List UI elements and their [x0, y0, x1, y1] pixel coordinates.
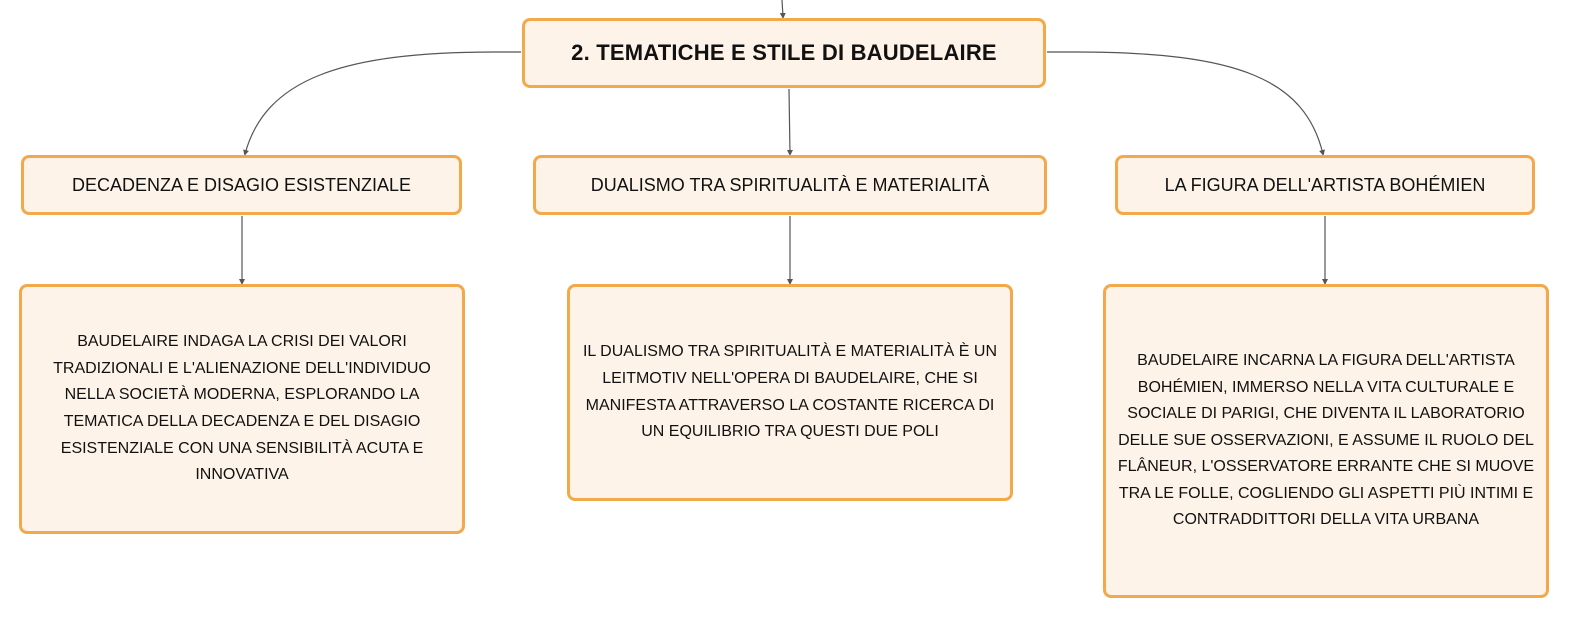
connector-root-to-topic-2: [789, 89, 790, 154]
detail-node-dualismo[interactable]: [567, 284, 1013, 501]
topic-node-label: DUALISMO TRA SPIRITUALITÀ E MATERIALITÀ: [590, 174, 990, 195]
detail-node-artista-bohemien[interactable]: [1103, 284, 1549, 598]
topic-node-dualismo[interactable]: [533, 155, 1047, 215]
connector-root-to-topic-3: [1047, 52, 1323, 154]
detail-node-decadenza[interactable]: [19, 284, 465, 534]
detail-node-text: BAUDELAIRE INDAGA LA CRISI DEI VALORI TRADIZIONALI E L'ALIENAZIONE DELL'INDIVIDUO NELLA SOCIETÀ MODERNA, ESPLORANDO LA TEMATICA DELLA DECADENZA E DEL DISAGIO ESISTENZIALE CON UNA SENSIBILITÀ ACUTA E INNOVATIVA: [53, 333, 431, 484]
detail-node-text: BAUDELAIRE INCARNA LA FIGURA DELL'ARTISTA BOHÉMIEN, IMMERSO NELLA VITA CULTURALE E SOCIALE DI PARIGI, CHE DIVENTA IL LABORATORIO DELLE SUE OSSERVAZIONI, E ASSUME IL RUOLO DEL FLÂNEUR, L'OSSERVATORE ERRANTE CHE SI MUOVE TRA LE FOLLE, COGLIENDO GLI ASPETTI PIÙ INTIMI E CONTRADDITTORI DELLA VITA URBANA: [1117, 351, 1535, 529]
connector-parent-to-root: [782, 0, 783, 17]
root-node-label: 2. TEMATICHE E STILE DI BAUDELAIRE: [571, 40, 997, 65]
detail-node-text: IL DUALISMO TRA SPIRITUALITÀ E MATERIALITÀ È UN LEITMOTIV NELL'OPERA DI BAUDELAIRE, CHE SI MANIFESTA ATTRAVERSO LA COSTANTE RICERCA DI UN EQUILIBRIO TRA QUESTI DUE POLI: [582, 343, 997, 441]
root-node[interactable]: [522, 18, 1046, 88]
topic-node-artista-bohemien[interactable]: [1115, 155, 1535, 215]
topic-node-decadenza[interactable]: [21, 155, 462, 215]
connector-root-to-topic-1: [245, 52, 521, 154]
topic-node-label: LA FIGURA DELL'ARTISTA BOHÉMIEN: [1164, 174, 1486, 195]
topic-node-label: DECADENZA E DISAGIO ESISTENZIALE: [71, 174, 412, 195]
